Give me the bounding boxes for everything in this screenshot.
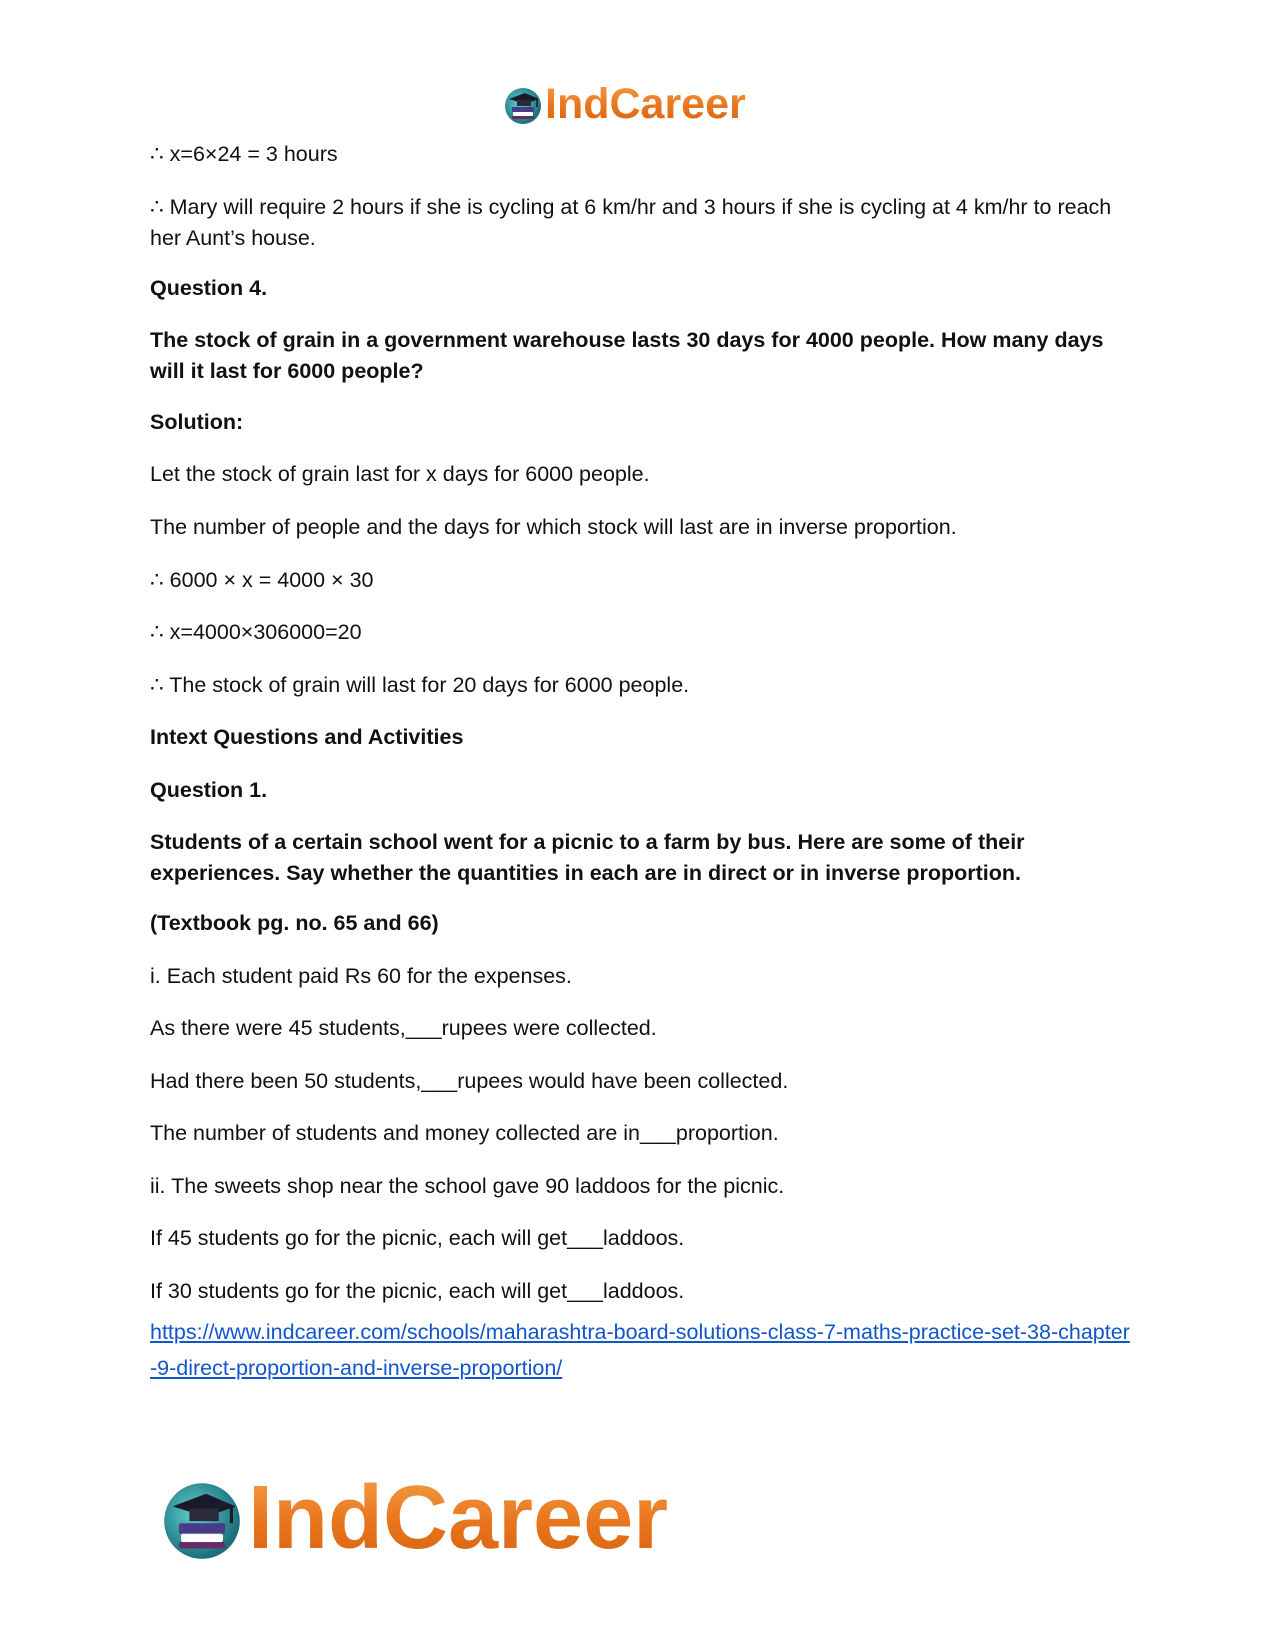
- text-line: ∴ 6000 × x = 4000 × 30: [150, 568, 374, 592]
- text-line: ∴ x=4000×306000=20: [150, 620, 362, 644]
- text-line: ii. The sweets shop near the school gave 90 laddoos for the picnic.: [150, 1174, 785, 1198]
- solution-heading: Solution:: [150, 410, 244, 434]
- text-line: Had there been 50 students,___rupees would have been collected.: [150, 1069, 789, 1093]
- question-text: Students of a certain school went for a picnic to a farm by bus. Here are some of their experiences. Say whether the quantities in each are in direct or in inverse proportion.: [150, 830, 1025, 885]
- text-line: i. Each student paid Rs 60 for the expenses.: [150, 964, 572, 988]
- textbook-reference: (Textbook pg. no. 65 and 66): [150, 911, 439, 935]
- question-heading: Question 4.: [150, 276, 268, 300]
- text-line: If 45 students go for the picnic, each will get___laddoos.: [150, 1226, 685, 1250]
- logo-wordmark: IndCareer: [545, 80, 746, 128]
- text-line: If 30 students go for the picnic, each will get___laddoos.: [150, 1279, 685, 1303]
- text-line: ∴ The stock of grain will last for 20 days for 6000 people.: [150, 673, 690, 697]
- text-line: ∴ x=6×24 = 3 hours: [150, 142, 338, 166]
- graduation-cap-logo-icon: [503, 85, 543, 125]
- logo-wordmark: IndCareer: [248, 1468, 669, 1568]
- text-line: As there were 45 students,___rupees were collected.: [150, 1016, 657, 1040]
- question-text: The stock of grain in a government warehouse lasts 30 days for 4000 people. How many days will it last for 6000 people?: [150, 328, 1104, 383]
- footer-logo: [160, 1467, 668, 1570]
- text-line: Let the stock of grain last for x days for 6000 people.: [150, 462, 650, 486]
- question-heading: Question 1.: [150, 778, 268, 802]
- text-line: The number of people and the days for which stock will last are in inverse proportion.: [150, 515, 957, 539]
- section-heading: Intext Questions and Activities: [150, 725, 464, 749]
- text-line: ∴ Mary will require 2 hours if she is cycling at 6 km/hr and 3 hours if she is cycling at 4 km/hr to reach her Aunt’s house.: [150, 195, 1112, 250]
- source-link[interactable]: https://www.indcareer.com/schools/maharashtra-board-solutions-class-7-maths-practice-set-38-chapter-9-direct-proportion-and-inverse-proportion/: [150, 1320, 1130, 1380]
- graduation-cap-logo-icon: [160, 1477, 244, 1561]
- text-line: The number of students and money collected are in___proportion.: [150, 1121, 779, 1145]
- header-logo: [503, 80, 746, 129]
